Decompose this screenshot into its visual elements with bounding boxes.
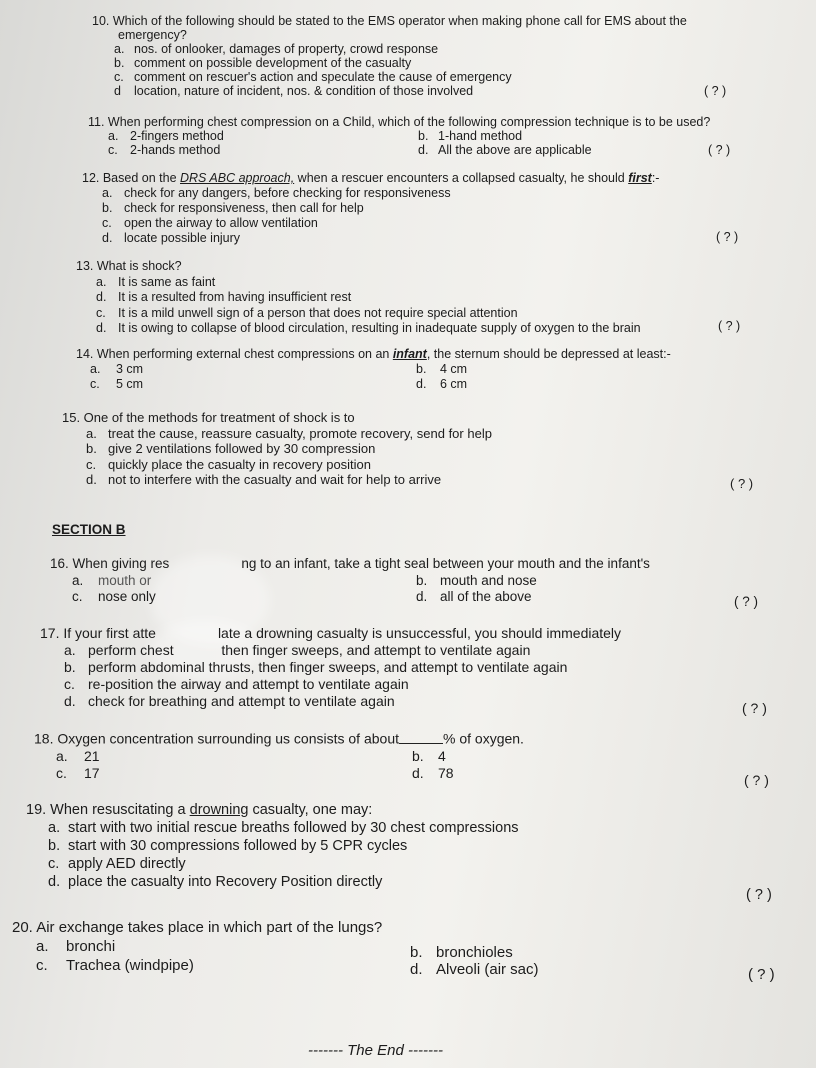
option-text: check for any dangers, before checking for responsiveness [124,186,451,200]
option-text: mouth and nose [440,572,537,588]
option-d [418,143,592,157]
option-letter: c. [90,377,100,391]
stem-text: 18. Oxygen concentration surrounding us consists of about [34,730,399,747]
option-letter: b. [86,441,97,456]
option-text: all of the above [440,589,532,604]
option-letter: a. [86,425,97,441]
option-text: check for breathing and attempt to ventilate again [88,693,395,709]
option-text: locate possible injury [124,231,241,245]
option-letter: c. [108,143,118,157]
option-c [26,855,519,873]
option-text: 21 [84,747,100,764]
option-c [82,216,659,231]
option-letter: c. [114,70,124,84]
answer-mark: ( ? ) [704,84,727,98]
option-text: perform chest [88,642,178,658]
option-letter: c. [86,456,97,472]
option-letter: a. [114,42,125,56]
option-text: 4 cm [440,362,468,376]
stem-text: 17. If your first atte [40,625,156,641]
option-letter: a. [102,186,113,200]
question-17 [40,625,621,710]
option-b [26,837,519,855]
option-b [62,441,492,457]
option-b [412,748,446,765]
option-d [412,765,454,782]
option-letter: a. [64,642,76,658]
option-letter: b. [412,747,424,764]
option-d [26,873,519,891]
option-text: place the casualty into Recovery Position directly [68,874,383,890]
option-b [418,129,522,143]
option-c [40,676,621,693]
stem-text: casualty, one may: [248,802,373,818]
fill-in-blank [399,730,443,744]
option-letter: b. [114,56,125,70]
option-d [76,321,641,337]
answer-mark: ( ? ) [708,143,731,157]
option-letter: b. [48,838,61,854]
option-text: start with 30 compressions followed by 5 CPR cycles [68,838,408,854]
option-text: check for responsiveness, then call for help [124,201,364,215]
option-letter: d [114,84,121,98]
option-letter: d. [412,764,424,781]
option-letter: a. [56,747,68,764]
option-letter: b. [416,362,427,376]
option-row [88,143,710,157]
option-letter: d. [102,231,113,245]
question-stem: 20. Air exchange takes place in which part of the lungs? [12,919,383,936]
option-d [40,693,621,710]
option-c [76,306,641,322]
option-text: not to interfere with the casualty and wait for help to arrive [108,472,442,487]
option-letter: c. [48,856,60,872]
option-text: It is a resulted from having insufficient rest [118,290,352,304]
option-letter: d. [48,874,61,890]
option-text: apply AED directly [68,856,186,872]
question-20 [12,918,539,978]
option-letter: a. [96,274,107,289]
option-text: All the above are applicable [438,143,592,157]
stem-text: 19. When resuscitating a [26,802,190,818]
answer-mark: ( ? ) [748,966,775,983]
option-a [26,819,519,837]
answer-mark: ( ? ) [742,700,767,716]
option-letter: d. [416,377,427,391]
option-row [88,129,710,143]
option-letter: d. [416,589,428,604]
option-text: 5 cm [116,377,144,391]
option-b [416,573,537,590]
option-letter: d. [96,290,107,304]
option-text: 3 cm [116,362,144,376]
option-letter: d. [410,961,423,978]
option-text: 4 [438,747,446,764]
option-text: It is a mild unwell sign of a person that does not require special attention [118,305,518,320]
option-letter: d. [96,321,107,335]
option-text: open the airway to allow ventilation [124,216,318,230]
option-letter: b. [64,659,76,675]
option-row [12,956,539,978]
option-letter: d. [86,472,97,487]
stem-text: when a rescuer encounters a collapsed casualty, he should [294,171,629,185]
option-text: 6 cm [440,377,468,391]
option-b [416,362,467,377]
question-stem: 11. When performing chest compression on a Child, which of the following compression technique is to be used? [88,115,711,129]
option-letter: b. [418,129,429,143]
option-letter: c. [36,957,48,974]
option-text: location, nature of incident, nos. & condition of those involved [134,84,474,98]
option-text: give 2 ventilations followed by 30 compression [108,441,376,456]
option-letter: c. [64,676,75,692]
option-text: mouth or [98,572,152,588]
option-letter: c. [56,764,67,781]
option-c [62,457,492,473]
stem-text: 16. When giving res [50,556,170,571]
option-row [34,765,524,782]
answer-mark: ( ? ) [716,230,739,244]
option-text: It is same as faint [118,274,216,289]
option-a [40,642,621,659]
answer-mark: ( ? ) [744,772,769,788]
option-letter: c. [96,305,106,320]
answer-mark: ( ? ) [734,594,759,609]
option-letter: a. [36,938,49,955]
option-c [92,70,687,84]
question-11 [88,115,710,157]
option-text: perform abdominal thrusts, then finger sweeps, and attempt to ventilate again [88,659,568,675]
option-letter: a. [108,129,119,143]
option-letter: d. [418,143,429,157]
option-text: comment on possible development of the casualty [134,56,412,70]
option-letter: a. [48,820,61,836]
question-15 [62,410,492,488]
stem-text: , the sternum should be depressed at least:- [426,347,671,361]
option-letter: b. [102,201,113,215]
question-10 [92,14,687,98]
option-text: 78 [438,764,454,781]
answer-mark: ( ? ) [746,887,772,903]
question-13 [76,259,641,337]
question-stem [26,801,519,819]
option-text: start with two initial rescue breaths followed by 30 chest compressions [68,820,519,836]
option-text: nos. of onlooker, damages of property, crowd response [134,42,439,56]
option-d [82,231,659,246]
option-a [76,275,641,291]
option-row [12,937,513,961]
option-text: bronchi [66,938,116,955]
option-letter: a. [90,362,101,376]
option-row [50,589,650,606]
answer-mark: ( ? ) [718,319,741,333]
option-text: then finger sweeps, and attempt to ventilate again [217,642,531,658]
question-stem [76,347,671,362]
option-a [82,186,659,201]
option-b [92,56,687,70]
option-d [92,84,687,98]
question-stem: emergency? [118,28,187,42]
question-18 [34,730,524,782]
stem-text: ng to an infant, take a tight seal between your mouth and the infant's [241,556,650,571]
answer-mark: ( ? ) [730,476,754,491]
question-stem: 15. One of the methods for treatment of shock is to [62,410,355,425]
question-14 [76,347,671,392]
section-heading: SECTION B [52,522,126,537]
option-a [92,42,687,56]
option-text: 17 [84,764,100,781]
option-letter: a. [72,572,84,588]
option-text: 2-hands method [130,143,221,157]
option-a [62,426,492,442]
option-d [62,472,492,488]
option-text: comment on rescuer's action and speculate the cause of emergency [134,70,512,84]
question-19 [26,801,519,891]
option-text: Trachea (windpipe) [66,957,194,974]
option-row [76,362,671,377]
option-letter: b. [410,944,423,961]
question-stem: 13. What is shock? [76,259,182,273]
option-row [34,748,524,765]
stem-text: 14. When performing external chest compressions on an [76,347,393,361]
question-stem: 10. Which of the following should be stated to the EMS operator when making phone call for EMS about the [92,14,687,28]
stem-underlined: DRS ABC approach, [180,171,295,185]
stem-emphasis: first [628,171,652,185]
option-row [50,573,650,590]
option-letter: d. [64,693,76,709]
option-text: bronchioles [436,944,513,961]
option-b [76,290,641,306]
question-16 [50,556,650,606]
stem-text: late a drowning casualty is unsuccessful, you should immediately [217,625,622,641]
question-12 [82,171,659,246]
question-stem [40,625,621,642]
stem-text: :- [651,171,660,185]
stem-text: % of oxygen. [443,730,524,747]
option-b [82,201,659,216]
option-text: 2-fingers method [130,129,224,143]
option-text: Alveoli (air sac) [436,961,539,978]
option-row [76,377,671,392]
option-letter: c. [102,216,112,230]
option-text: re-position the airway and attempt to ventilate again [88,676,409,692]
stem-text: 12. Based on the [82,171,180,185]
option-letter: c. [72,589,83,604]
the-end-footer: ------- The End ------- [308,1042,443,1059]
option-text: treat the cause, reassure casualty, promote recovery, send for help [108,425,492,441]
option-letter: b. [416,572,428,588]
option-text: nose only [98,589,156,604]
option-d [416,377,467,392]
question-stem [34,730,524,748]
option-text: It is owing to collapse of blood circulation, resulting in inadequate supply of oxygen to the brain [118,321,641,335]
option-text: 1-hand method [438,129,523,143]
stem-underlined: drowning [189,802,249,818]
option-d [416,589,532,606]
option-text: quickly place the casualty in recovery position [108,456,372,472]
stem-emphasis: infant [392,347,427,361]
option-b [40,659,621,676]
question-stem [82,171,659,186]
option-d [410,960,539,979]
question-stem [50,556,650,573]
